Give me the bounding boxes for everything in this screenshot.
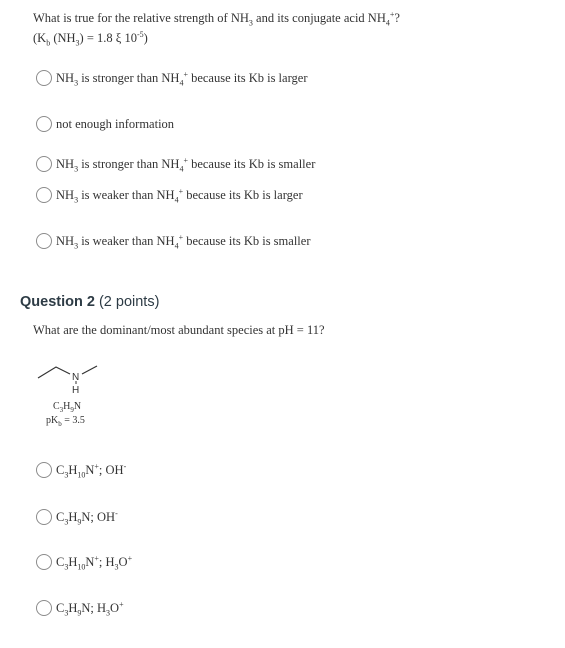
q1-option-2[interactable] bbox=[36, 116, 174, 132]
option-label: $C_3H_{10}N^+$; $H_3O^+$ bbox=[56, 553, 133, 571]
question-1-prompt bbox=[33, 11, 400, 26]
kb-sup: -5 bbox=[136, 29, 144, 39]
radio-button[interactable] bbox=[36, 116, 52, 132]
question-2-points: (2 points) bbox=[98, 294, 160, 310]
question-2-prompt: What are the dominant/most abundant species at pH = 11? bbox=[33, 323, 325, 337]
option-label: $C_3H_{10}N^+$; OH- bbox=[56, 461, 127, 479]
option-label: $NH_3$ is stronger than $NH_4^+$ because its Kb is smaller bbox=[56, 155, 316, 173]
q2-option-3[interactable] bbox=[36, 554, 132, 570]
question-1-kb-line bbox=[33, 31, 148, 46]
q2-option-4[interactable] bbox=[36, 600, 124, 616]
radio-button[interactable] bbox=[36, 554, 52, 570]
structure-h-label: H bbox=[72, 385, 80, 396]
kb-text: ) bbox=[143, 31, 148, 45]
kb-text: (K bbox=[33, 31, 47, 45]
radio-button[interactable] bbox=[36, 462, 52, 478]
option-label: $NH_3$ is weaker than $NH_4^+$ because its Kb is smaller bbox=[56, 232, 311, 250]
kb-sub: b bbox=[46, 38, 51, 48]
kb-sub: 3 bbox=[75, 38, 80, 48]
structure-pkb: $pK_b = 3.5$ bbox=[46, 415, 85, 428]
q1-sub: 4 bbox=[385, 18, 390, 28]
structure-n-label: N bbox=[72, 372, 80, 383]
kb-text: ) = 1.8 bbox=[79, 31, 116, 45]
radio-button[interactable] bbox=[36, 187, 52, 203]
q1-text: What is true for the relative strength of NH bbox=[33, 11, 249, 25]
option-label: not enough information bbox=[56, 116, 175, 131]
radio-button[interactable] bbox=[36, 233, 52, 249]
kb-text: 10 bbox=[121, 31, 137, 45]
question-2-title: Question 2 bbox=[20, 294, 95, 310]
q1-option-4[interactable] bbox=[36, 187, 303, 203]
option-label: $C_3H_9N$; $H_3O^+$ bbox=[56, 599, 124, 617]
radio-button[interactable] bbox=[36, 600, 52, 616]
q1-option-1[interactable] bbox=[36, 70, 307, 86]
radio-button[interactable] bbox=[36, 509, 52, 525]
q1-text: ? bbox=[394, 11, 400, 25]
amine-structure-diagram bbox=[34, 360, 114, 400]
q1-option-3[interactable] bbox=[36, 156, 315, 172]
q1-option-5[interactable] bbox=[36, 233, 310, 249]
q1-sub: 3 bbox=[248, 18, 253, 28]
radio-button[interactable] bbox=[36, 70, 52, 86]
q1-sup: + bbox=[389, 9, 395, 19]
option-label: $NH_3$ is stronger than $NH_4^+$ because its Kb is larger bbox=[56, 69, 308, 87]
radio-button[interactable] bbox=[36, 156, 52, 172]
kb-text: (NH bbox=[50, 31, 76, 45]
times-glyph: ξ bbox=[115, 31, 122, 45]
question-2-header bbox=[20, 294, 159, 310]
option-label: $NH_3$ is weaker than $NH_4^+$ because its Kb is larger bbox=[56, 186, 303, 204]
q1-text: and its conjugate acid NH bbox=[252, 11, 386, 25]
structure-bond-right bbox=[82, 366, 97, 374]
option-label: $C_3H_9N$; OH- bbox=[56, 508, 118, 526]
structure-formula: $C_3H_9N$ bbox=[53, 401, 82, 414]
structure-bond-left bbox=[38, 367, 70, 378]
q2-option-2[interactable] bbox=[36, 509, 118, 525]
q2-option-1[interactable] bbox=[36, 462, 126, 478]
